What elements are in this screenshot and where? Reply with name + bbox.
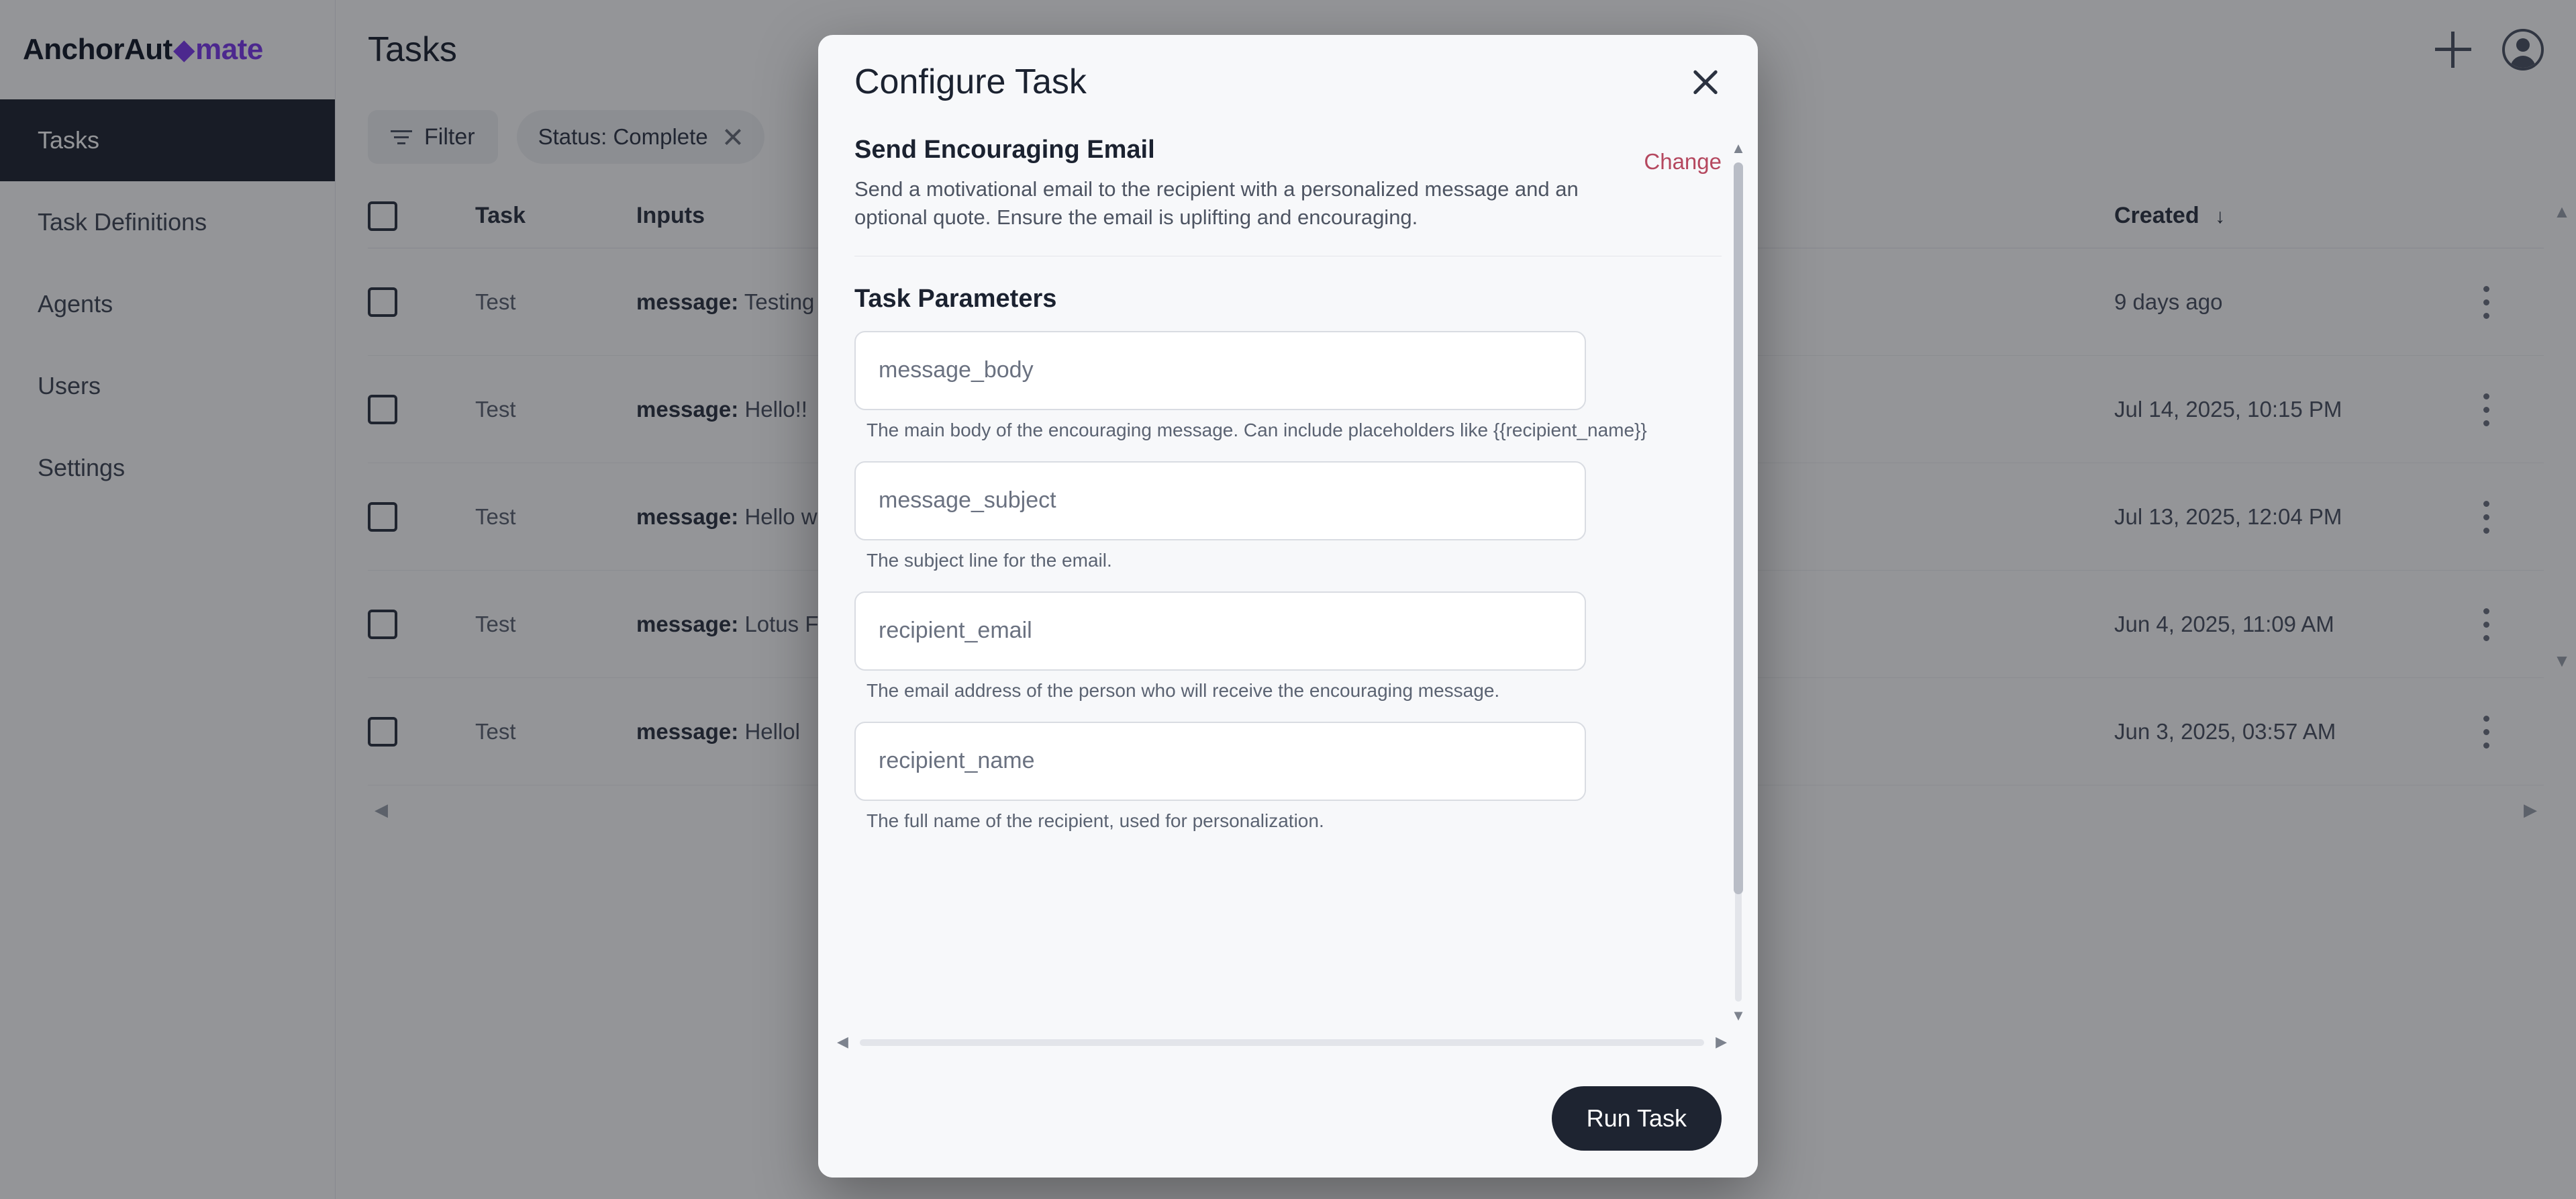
dialog-footer bbox=[818, 1059, 1758, 1178]
status-filter-label: Status: Complete bbox=[538, 124, 708, 149]
column-header-created-label: Created bbox=[2114, 203, 2199, 228]
row-task-name: Test bbox=[475, 289, 516, 314]
message-subject-hint: The subject line for the email. bbox=[866, 549, 1112, 571]
scroll-up-icon[interactable]: ▲ bbox=[2553, 201, 2571, 222]
task-parameters-heading: Task Parameters bbox=[854, 284, 1057, 313]
scroll-left-icon[interactable]: ◀ bbox=[375, 799, 388, 820]
dialog-vertical-scrollbar[interactable] bbox=[1731, 140, 1746, 1024]
recipient-name-hint: The full name of the recipient, used for personalization. bbox=[866, 810, 1324, 831]
row-created: Jun 3, 2025, 03:57 AM bbox=[2114, 718, 2336, 744]
recipient-email-hint: The email address of the person who will receive the encouraging message. bbox=[866, 679, 1500, 701]
dialog-horizontal-scrollbar[interactable] bbox=[837, 1034, 1727, 1050]
row-created: Jul 13, 2025, 12:04 PM bbox=[2114, 503, 2342, 529]
scroll-down-icon[interactable]: ▼ bbox=[2553, 651, 2571, 671]
scroll-right-icon[interactable]: ▶ bbox=[1716, 1033, 1727, 1050]
selected-task-name: Send Encouraging Email bbox=[854, 136, 1155, 164]
column-header-task[interactable]: Task bbox=[475, 203, 526, 228]
row-inputs-key: message: bbox=[636, 289, 739, 314]
row-task-name: Test bbox=[475, 718, 516, 744]
brand-part-3: mate bbox=[195, 33, 263, 66]
row-created: Jul 14, 2025, 10:15 PM bbox=[2114, 396, 2342, 422]
row-task-name: Test bbox=[475, 503, 516, 529]
row-inputs-value: Hellol bbox=[744, 718, 800, 744]
scroll-up-icon[interactable]: ▲ bbox=[1731, 140, 1746, 156]
run-task-button[interactable]: Run Task bbox=[1552, 1086, 1722, 1151]
row-inputs-value: Hello!! bbox=[744, 396, 807, 422]
column-header-inputs[interactable]: Inputs bbox=[636, 203, 705, 228]
row-inputs-key: message: bbox=[636, 396, 739, 422]
scrollbar-track-horizontal[interactable] bbox=[860, 1039, 1704, 1046]
dialog-body bbox=[818, 129, 1758, 1059]
dialog-title: Configure Task bbox=[854, 62, 1087, 101]
message-body-input[interactable] bbox=[854, 331, 1586, 410]
page-title: Tasks bbox=[368, 30, 457, 69]
parameter-recipient-email bbox=[854, 591, 1722, 702]
row-created: 9 days ago bbox=[2114, 289, 2223, 314]
row-inputs-key: message: bbox=[636, 503, 739, 529]
row-inputs-value: Testing bbox=[744, 289, 815, 314]
row-inputs-value: Hello w bbox=[744, 503, 818, 529]
change-task-link[interactable]: Change bbox=[1644, 149, 1722, 174]
recipient-email-input[interactable] bbox=[854, 591, 1586, 671]
parameter-recipient-name bbox=[854, 722, 1722, 832]
sidebar-item-label: Users bbox=[38, 372, 101, 399]
row-inputs-key: message: bbox=[636, 611, 739, 636]
sidebar-item-label: Settings bbox=[38, 454, 126, 481]
brand-part-2: Aut bbox=[124, 33, 172, 66]
selected-task-description: Send a motivational email to the recipient with a personalized message and an optional quote. Ensure the email is uplifting and encouraging. bbox=[854, 177, 1579, 229]
parameter-message-body bbox=[854, 331, 1722, 441]
parameter-message-subject bbox=[854, 461, 1722, 571]
row-task-name: Test bbox=[475, 611, 516, 636]
message-subject-input[interactable] bbox=[854, 461, 1586, 540]
row-inputs-key: message: bbox=[636, 718, 739, 744]
scroll-left-icon[interactable]: ◀ bbox=[837, 1033, 848, 1050]
row-inputs-value: Lotus F bbox=[744, 611, 819, 636]
filter-button-label: Filter bbox=[424, 124, 475, 150]
dialog-header bbox=[818, 35, 1758, 129]
row-task-name: Test bbox=[475, 396, 516, 422]
sort-descending-icon[interactable]: ↓ bbox=[2215, 205, 2226, 228]
message-body-hint: The main body of the encouraging message. Can include placeholders like {{recipient_name}} bbox=[866, 419, 1647, 440]
close-icon[interactable] bbox=[1689, 66, 1722, 98]
scroll-down-icon[interactable]: ▼ bbox=[1731, 1007, 1746, 1024]
sidebar-item-label: Tasks bbox=[38, 126, 100, 154]
dialog-body-inner bbox=[818, 136, 1758, 1059]
scroll-right-icon[interactable]: ▶ bbox=[2524, 799, 2537, 820]
brand-part-1: Anchor bbox=[23, 33, 124, 66]
row-created: Jun 4, 2025, 11:09 AM bbox=[2114, 611, 2334, 636]
selected-task-summary bbox=[854, 136, 1722, 256]
sidebar-item-label: Agents bbox=[38, 290, 113, 318]
scrollbar-thumb[interactable] bbox=[1734, 162, 1743, 894]
sidebar-item-label: Task Definitions bbox=[38, 208, 207, 236]
diamond-icon: ◆ bbox=[173, 35, 195, 64]
configure-task-dialog bbox=[818, 35, 1758, 1178]
recipient-name-input[interactable] bbox=[854, 722, 1586, 801]
